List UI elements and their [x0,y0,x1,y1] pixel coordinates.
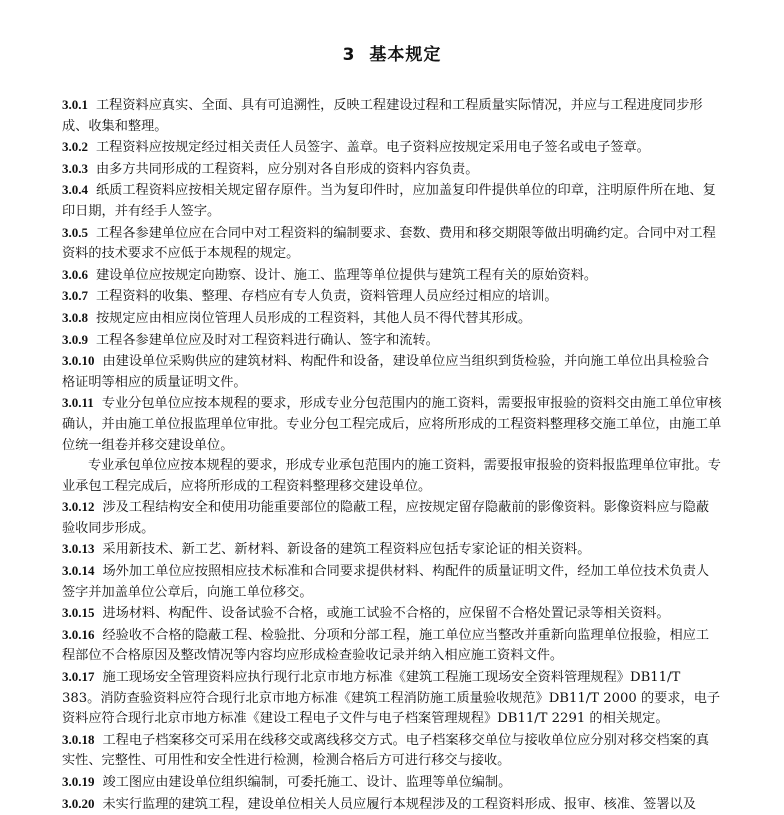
clause-3-0-6 [62,265,722,287]
chapter-title-text: 基本规定 [369,45,442,65]
clause-3-0-2 [62,137,722,159]
clause-3-0-14 [62,561,722,603]
clause-3-0-11-paragraph-2 [62,456,722,497]
clause-text: 工程电子档案移交可采用在线移交或离线移交方式。电子档案移交单位与接收单位应分别对移交档案的真实性、完整性、可用性和安全性进行检测，检测合格后方可进行移交与接收。 [62,732,710,769]
page-title [0,40,784,65]
clause-3-0-7 [62,286,722,308]
clause-text: 未实行监理的建筑工程，建设单位相关人员应履行本规程涉及的工程资料形成、报审、核准、签署以及 [102,796,696,812]
clause-number: 3.0.5 [62,224,88,240]
clause-number: 3.0.4 [62,182,88,198]
clause-number: 3.0.10 [62,353,95,369]
clause-number: 3.0.11 [62,395,94,411]
clause-number: 3.0.16 [62,626,95,642]
clause-text: 工程资料应按规定经过相关责任人员签字、盖章。电子资料应按规定采用电子签名或电子签章。 [96,140,650,156]
clause-3-0-4 [62,180,722,222]
clause-number: 3.0.18 [62,731,95,747]
clause-number: 3.0.13 [62,541,95,557]
clause-text: 竣工图应由建设单位组织编制，可委托施工、设计、监理等单位编制。 [102,775,512,790]
clause-3-0-13 [62,539,722,561]
clause-text: 工程资料应真实、全面、具有可追溯性，反映工程建设过程和工程质量实际情况，并应与工程进度同步形成、收集和整理。 [62,98,703,134]
clause-3-0-15 [62,603,722,625]
clause-3-0-11 [62,393,722,456]
clause-3-0-20 [62,794,722,815]
clause-3-0-17 [62,667,722,730]
clause-text: 纸质工程资料应按相关规定留存原件。当为复印件时，应加盖复印件提供单位的印章，注明原件所在地、复印日期，并有经手人签字。 [62,183,716,219]
clause-text: 由建设单位采购供应的建筑材料、构配件和设备，建设单位应当组织到货检验，并向施工单位出具检验合格证明等相应的质量证明文件。 [62,354,710,390]
clause-3-0-5 [62,223,722,265]
clause-text: 由多方共同形成的工程资料，应分别对各自形成的资料内容负责。 [96,161,479,177]
clause-text: 工程资料的收集、整理、存档应有专人负责，资料管理人员应经过相应的培训。 [96,289,558,305]
clause-number: 3.0.7 [62,288,88,304]
clause-3-0-8 [62,308,722,330]
clause-text: 进场材料、构配件、设备试验不合格，或施工试验不合格的，应保留不合格处置记录等相关资料。 [102,606,670,622]
clause-text: 采用新技术、新工艺、新材料、新设备的建筑工程资料应包括专家论证的相关资料。 [102,542,591,558]
clause-number: 3.0.19 [62,774,95,789]
clause-number: 3.0.6 [62,266,88,282]
clause-text: 按规定应由相应岗位管理人员形成的工程资料，其他人员不得代替其形成。 [96,310,532,326]
clause-number: 3.0.3 [62,160,88,176]
clause-3-0-9 [62,330,722,352]
clause-number: 3.0.14 [62,563,95,579]
clause-number: 3.0.15 [62,605,95,621]
clause-number: 3.0.8 [62,309,88,325]
clause-3-0-1 [62,95,722,137]
clause-number: 3.0.17 [62,669,95,685]
clause-number: 3.0.9 [62,331,88,347]
clause-3-0-19 [62,772,722,794]
clause-text: 工程各参建单位应在合同中对工程资料的编制要求、套数、费用和移交期限等做出明确约定。合同中对工程资料的技术要求不应低于本规程的规定。 [62,225,716,262]
clause-text: 专业分包单位应按本规程的要求，形成专业分包范围内的施工资料，需要报审报验的资料交由施工单位审核确认，并由施工单位报监理单位审批。专业分包工程完成后，应将所形成的工程资料整理移交施工单位，由施工单位统一组卷并移交建设单位。 [62,396,722,453]
clause-text: 涉及工程结构安全和使用功能重要部位的隐蔽工程，应按规定留存隐蔽前的影像资料。影像资料应与隐蔽验收同步形成。 [62,500,710,536]
clause-text: 经验收不合格的隐蔽工程、检验批、分项和分部工程，施工单位应当整改并重新向监理单位报验，相应工程部位不合格原因及整改情况等内容均应形成检查验收记录并纳入相应施工资料文件。 [62,627,710,664]
clause-number: 3.0.1 [62,97,88,112]
clause-text: 场外加工单位应按照相应技术标准和合同要求提供材料、构配件的质量证明文件，经加工单位技术负责人签字并加盖单位公章后，向施工单位移交。 [62,564,710,600]
clause-3-0-16 [62,625,722,667]
chapter-number: 3 [342,45,356,65]
clause-text: 工程各参建单位应及时对工程资料进行确认、签字和流转。 [96,332,439,348]
clause-text: 建设单位应按规定向勘察、设计、施工、监理等单位提供与建筑工程有关的原始资料。 [96,267,598,283]
clause-3-0-12 [62,497,722,539]
clause-list [62,95,722,815]
clause-text: 施工现场安全管理资料应执行现行北京市地方标准《建筑工程施工现场安全资料管理规程》DB11/T 383。消防查验资料应符合现行北京市地方标准《建筑工程消防施工质量验收规范》DB11/T 2000 的要求，电子资料应符合现行北京市地方标准《建设工程电子文件与电子档案管理规程》DB11/T 2291 的相关规定。 [62,670,721,727]
clause-3-0-3 [62,159,722,181]
clause-text: 专业承包单位应按本规程的要求，形成专业承包范围内的施工资料，需要报审报验的资料报监理单位审批。专业承包工程完成后，应将所形成的工程资料整理移交建设单位。 [62,458,721,494]
clause-number: 3.0.12 [62,499,95,515]
clause-3-0-10 [62,351,722,393]
clause-3-0-18 [62,730,722,772]
clause-number: 3.0.20 [62,795,95,811]
clause-number: 3.0.2 [62,139,88,155]
